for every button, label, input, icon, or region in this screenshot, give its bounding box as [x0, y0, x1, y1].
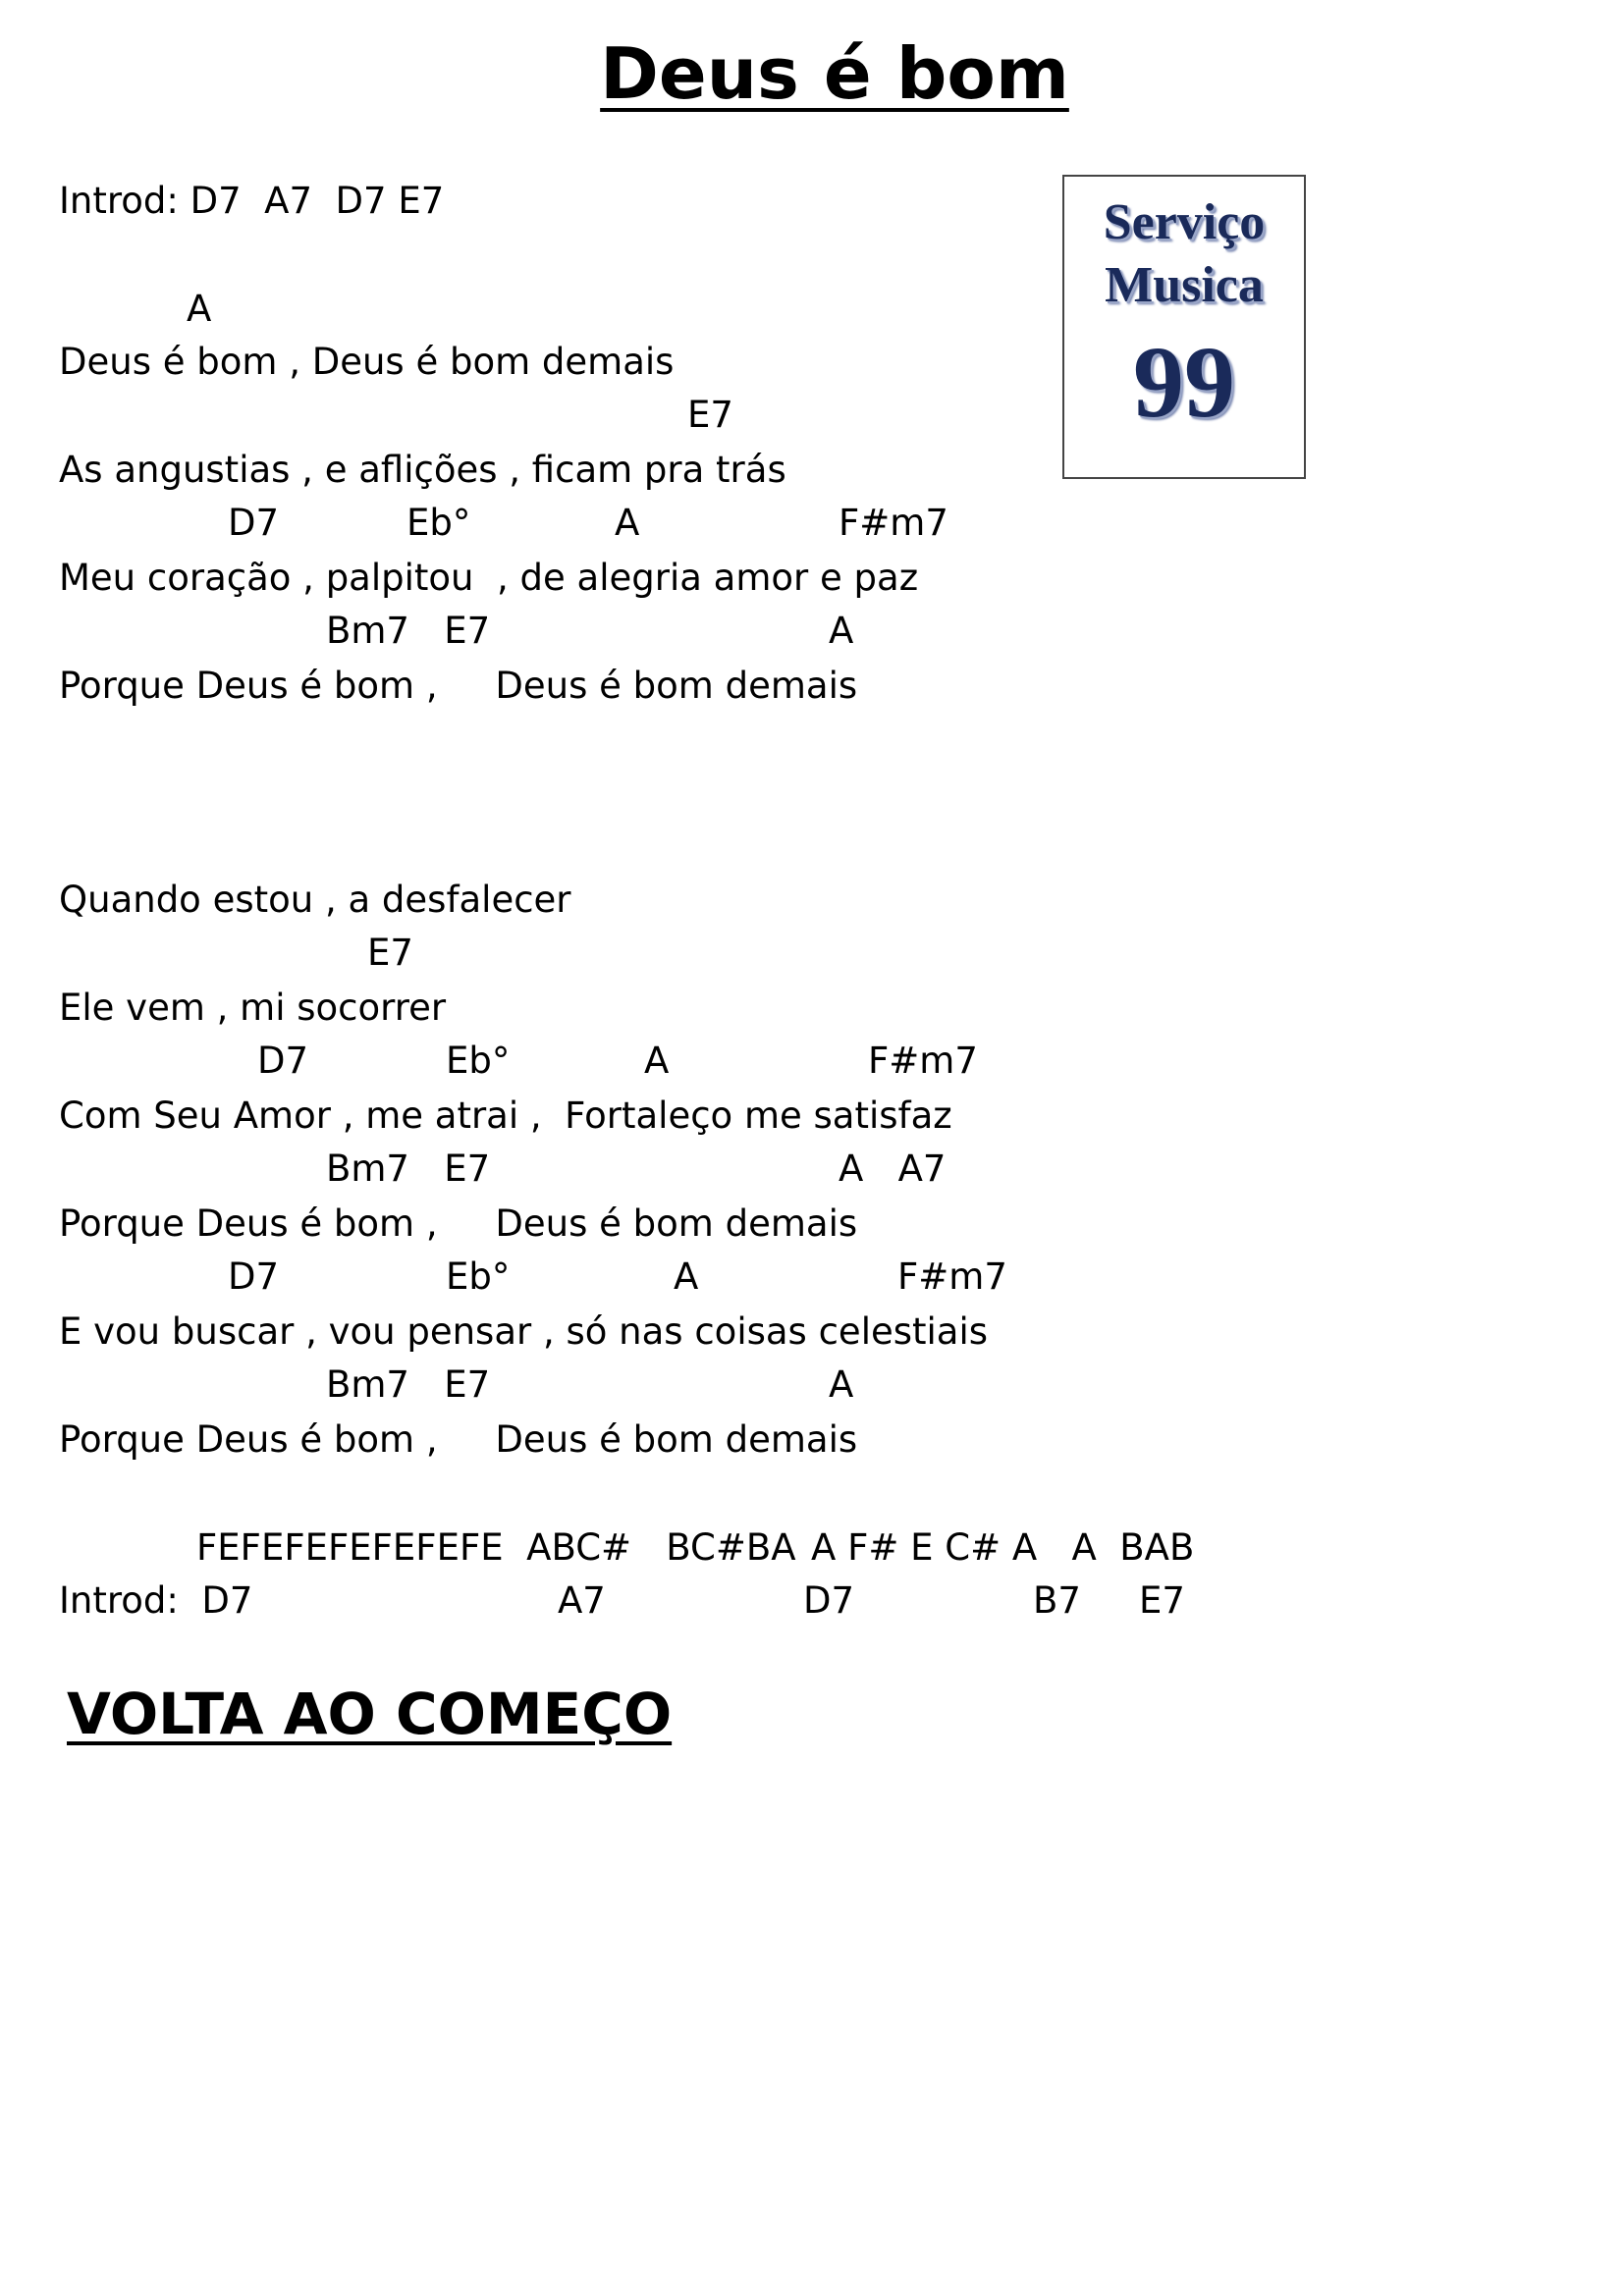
- chord-d7: D7: [803, 1579, 855, 1622]
- tab-notes: FEFEFEFEFEFEFE ABC# BC#BA: [196, 1526, 796, 1569]
- chord-e7: E7: [1139, 1579, 1185, 1622]
- chord-b7: B7: [1033, 1579, 1081, 1622]
- lyric-line: E vou buscar , vou pensar , só nas coisas celestiais: [59, 1310, 989, 1353]
- chord-fsharp-m7: F#m7: [839, 502, 948, 544]
- chord-eb-dim: Eb°: [446, 1040, 511, 1082]
- intro-line: Introd: D7 A7 D7 E7: [59, 180, 445, 222]
- chord-a: A: [829, 1363, 854, 1406]
- lyric-line: Ele vem , mi socorrer: [59, 987, 447, 1029]
- chord-a7: A7: [558, 1579, 606, 1622]
- intro-line: Introd: D7: [59, 1579, 253, 1622]
- logo-line-servico: Serviço: [1103, 194, 1266, 250]
- lyric-line: Deus é bom , Deus é bom demais: [59, 341, 675, 383]
- chord-a: A: [644, 1040, 670, 1082]
- chord-line: A A7: [839, 1148, 947, 1190]
- song-title: Deus é bom: [600, 32, 1069, 115]
- lyric-line: Com Seu Amor , me atrai , Fortaleço me satisfaz: [59, 1095, 952, 1137]
- chord-line: E7: [367, 932, 413, 974]
- chord-a: A: [829, 610, 854, 652]
- chord-d7: D7: [257, 1040, 309, 1082]
- lyric-line: Porque Deus é bom , Deus é bom demais: [59, 1418, 858, 1461]
- chord-a: A: [615, 502, 640, 544]
- logo-line-musica: Musica: [1105, 257, 1264, 313]
- lyric-line: Porque Deus é bom , Deus é bom demais: [59, 665, 858, 707]
- chord-line: A: [187, 288, 212, 330]
- chord-fsharp-m7: F#m7: [897, 1255, 1007, 1298]
- tab-notes: A F# E C# A A BAB: [811, 1526, 1195, 1569]
- chord-d7: D7: [228, 502, 280, 544]
- chord-eb-dim: Eb°: [446, 1255, 511, 1298]
- logo-number: 99: [1133, 326, 1235, 439]
- lyric-line: Porque Deus é bom , Deus é bom demais: [59, 1202, 858, 1245]
- lyric-line: As angustias , e aflições , ficam pra trás: [59, 449, 786, 491]
- chord-fsharp-m7: F#m7: [868, 1040, 978, 1082]
- chord-line: Bm7 E7: [326, 1363, 491, 1406]
- chord-line: E7: [687, 394, 733, 436]
- chord-eb-dim: Eb°: [406, 502, 471, 544]
- chord-d7: D7: [228, 1255, 280, 1298]
- chord-line: Bm7 E7: [326, 1148, 491, 1190]
- chord-a: A: [674, 1255, 699, 1298]
- lyric-line: Meu coração , palpitou , de alegria amor e paz: [59, 557, 919, 599]
- volta-ao-comeco-label: VOLTA AO COMEÇO: [67, 1681, 673, 1747]
- chord-line: Bm7 E7: [326, 610, 491, 652]
- lyric-line: Quando estou , a desfalecer: [59, 879, 571, 921]
- servico-musica-logo: [1062, 175, 1306, 479]
